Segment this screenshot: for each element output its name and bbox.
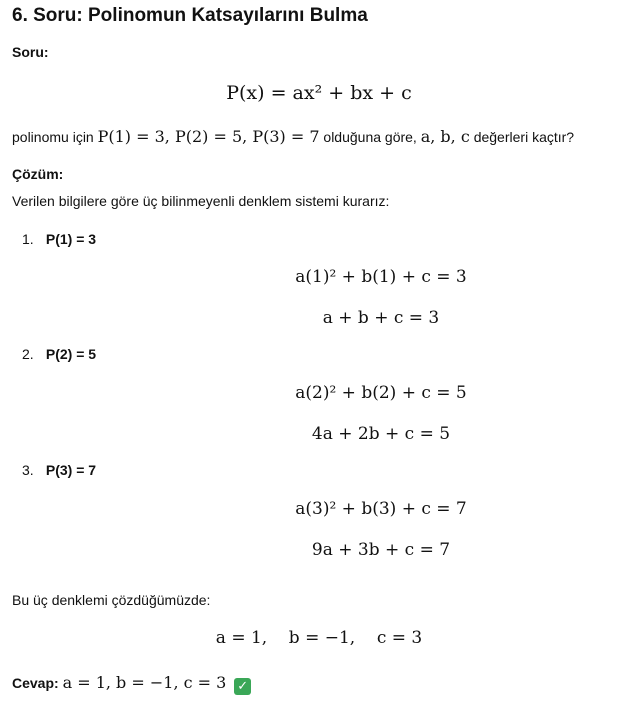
step-1-number: 1. — [22, 231, 34, 247]
solve-text: Bu üç denklemi çözdüğümüzde: — [12, 592, 211, 608]
step-1 — [22, 231, 96, 247]
step-2-number: 2. — [22, 346, 34, 362]
answer-value: a = 1, b = −1, c = 3 — [62, 673, 227, 692]
step-3 — [22, 462, 96, 478]
step-2 — [22, 346, 96, 362]
check-mark-button-icon: ✓ — [234, 678, 251, 695]
solution-label: Çözüm: — [12, 166, 64, 182]
step-3-simplified: 9a + 3b + c = 7 — [311, 540, 451, 560]
solution-intro: Verilen bilgilere göre üç bilinmeyenli denklem sistemi kurarız: — [12, 193, 390, 209]
step-1-label: P(1) = 3 — [45, 231, 97, 247]
step-3-label: P(3) = 7 — [45, 462, 97, 478]
step-2-label: P(2) = 5 — [45, 346, 97, 362]
step-2-simplified: 4a + 2b + c = 5 — [311, 424, 451, 444]
question-variables: a, b, c — [420, 127, 470, 146]
step-3-number: 3. — [22, 462, 34, 478]
question-label: Soru: — [12, 44, 49, 60]
answer-label: Cevap: — [12, 675, 59, 691]
answer-line — [12, 673, 251, 695]
question-text-middle: olduğuna göre, — [323, 129, 417, 145]
question-text — [12, 127, 574, 146]
step-2-expanded: a(2)² + b(2) + c = 5 — [295, 383, 467, 403]
question-conditions: P(1) = 3, P(2) = 5, P(3) = 7 — [97, 127, 320, 146]
solution-result: a = 1, b = −1, c = 3 — [215, 628, 423, 648]
question-text-after: değerleri kaçtır? — [473, 129, 575, 145]
page-title: 6. Soru: Polinomun Katsayılarını Bulma — [12, 5, 368, 26]
step-1-simplified: a + b + c = 3 — [322, 308, 440, 328]
polynomial-equation: P(x) = ax² + bx + c — [226, 82, 412, 104]
step-3-expanded: a(3)² + b(3) + c = 7 — [295, 499, 467, 519]
step-1-expanded: a(1)² + b(1) + c = 3 — [295, 267, 467, 287]
question-text-before: polinomu için — [12, 129, 94, 145]
